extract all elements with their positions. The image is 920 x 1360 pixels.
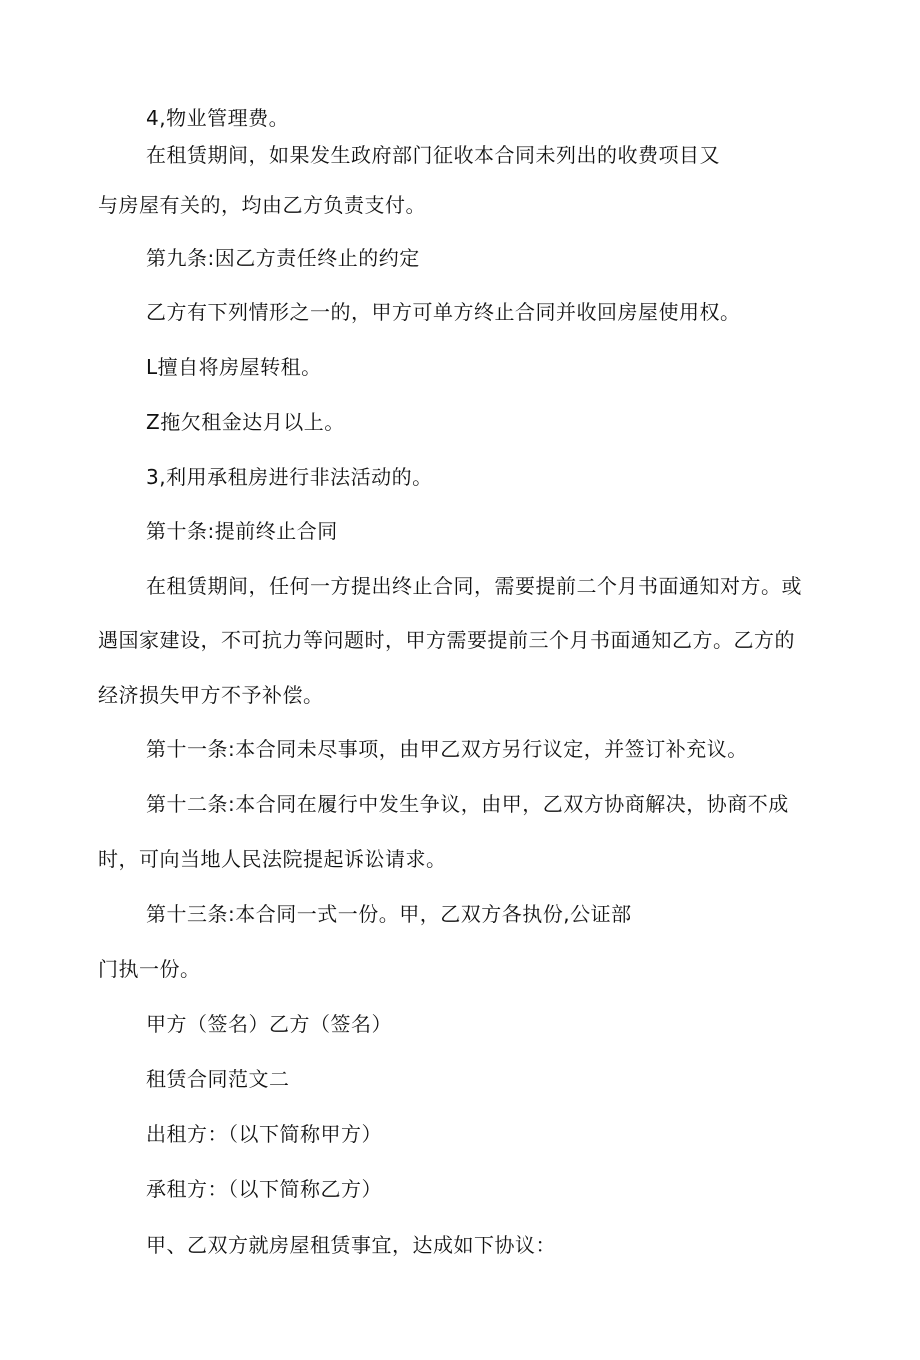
list-item: 3,利用承租房进行非法活动的。 <box>146 465 433 489</box>
list-item: L擅自将房屋转租。 <box>146 355 322 379</box>
text-line: 与房屋有关的，均由乙方负责支付。 <box>98 193 426 217</box>
text-line: 遇国家建设，不可抗力等问题时，甲方需要提前三个月书面通知乙方。乙方的 <box>98 628 795 652</box>
text-line: 出租方：（以下简称甲方） <box>146 1122 382 1146</box>
text-line: 第十二条:本合同在履行中发生争议，由甲，乙双方协商解决，协商不成 <box>146 792 789 816</box>
text-line: 第十一条:本合同未尽事项，由甲乙双方另行议定，并签订补充议。 <box>146 737 748 761</box>
text-line: 第十三条:本合同一式一份。甲，乙双方各执份,公证部 <box>146 902 632 926</box>
text-line: 在租赁期间，任何一方提出终止合同，需要提前二个月书面通知对方。或 <box>146 574 802 598</box>
text-line: 4,物业管理费。 <box>146 106 290 130</box>
section-heading: 第九条:因乙方责任终止的约定 <box>146 246 420 270</box>
signature-line: 甲方（签名）乙方（签名） <box>146 1012 392 1036</box>
text-line: 承租方：（以下简称乙方） <box>146 1177 382 1201</box>
section-heading: 第十条:提前终止合同 <box>146 519 338 543</box>
text-line: 门执一份。 <box>98 957 201 981</box>
text-line: 乙方有下列情形之一的，甲方可单方终止合同并收回房屋使用权。 <box>146 300 741 324</box>
list-item: Z拖欠租金达月以上。 <box>146 410 345 434</box>
section-title: 租赁合同范文二 <box>146 1067 290 1091</box>
text-line: 甲、乙双方就房屋租赁事宜，达成如下协议： <box>146 1233 556 1257</box>
text-line: 在租赁期间，如果发生政府部门征收本合同未列出的收费项目又 <box>146 143 720 167</box>
text-line: 时，可向当地人民法院提起诉讼请求。 <box>98 847 447 871</box>
text-line: 经济损失甲方不予补偿。 <box>98 683 324 707</box>
